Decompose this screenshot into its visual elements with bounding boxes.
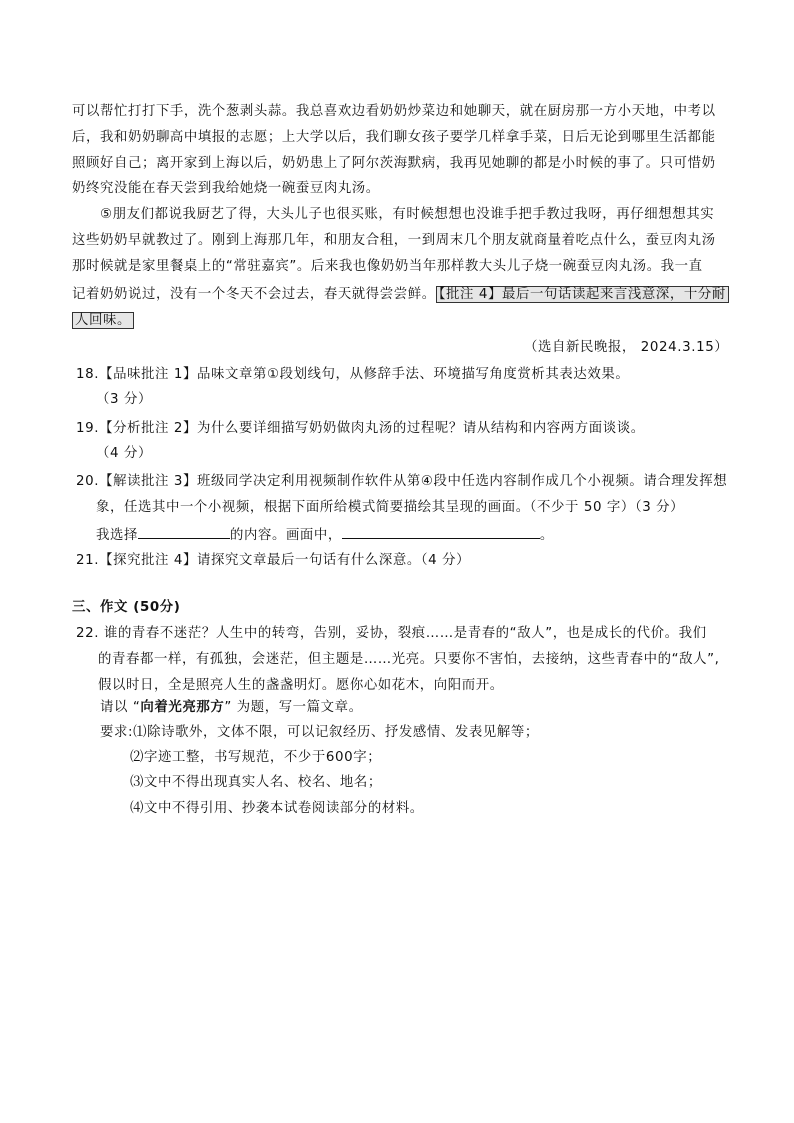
section-title: 三、作文 (50分) (72, 600, 181, 615)
question-22-cont: 的青春都一样，有孤独，会迷茫，但主题是……光亮。只要你不害怕，去接纳，这些青春中的“敌人”, (98, 652, 720, 667)
passage-line: 后，我和奶奶聊高中填报的志愿；上大学以后，我们聊女孩子要学几样拿手菜，日后无论到哪里生活都能 (72, 130, 716, 145)
essay-title: 向着光亮那方 (140, 700, 225, 715)
question-18: 18.【品味批注 1】品味文章第①段划线句，从修辞手法、环境描写角度赏析其表达效果。 (76, 367, 630, 382)
passage-line: 照顾好自己；离开家到上海以后，奶奶患上了阿尔茨海默病，我再见她聊的都是小时候的事了。只可惜奶 (72, 156, 716, 171)
passage-line: 那时候就是家里餐桌上的“常驻嘉宾”。后来我也像奶奶当年那样教大头儿子烧一碗蚕豆肉丸汤。我一直 (72, 259, 703, 274)
requirement-1: 要求:⑴除诗歌外，文体不限，可以记叙经历、抒发感情、发表见解等； (100, 725, 539, 740)
question-19: 19.【分析批注 2】为什么要详细描写奶奶做肉丸汤的过程呢？请从结构和内容两方面谈谈。 (76, 421, 645, 436)
passage-line (72, 286, 729, 304)
passage-line: 奶终究没能在春天尝到我给她烧一碗蚕豆肉丸汤。 (72, 181, 380, 196)
template-text: 我选择 (96, 528, 138, 543)
requirement-3: ⑶文中不得出现真实人名、校名、地名； (130, 775, 382, 790)
passage-text: 记着奶奶说过，没有一个冬天不会过去，春天就得尝尝鲜。 (72, 287, 436, 302)
question-20-cont: 象，任选其中一个小视频，根据下面所给模式简要描绘其呈现的画面。（不少于 50 字）（3 分） (96, 500, 685, 515)
passage-line: 可以帮忙打打下手，洗个葱剥头蒜。我总喜欢边看奶奶炒菜边和她聊天，就在厨房那一方小天地，中考以 (72, 104, 716, 119)
question-19-score: （4 分） (96, 446, 152, 461)
passage-line: ⑤朋友们都说我厨艺了得，大头儿子也很买账，有时候想想也没谁手把手教过我呀，再仔细想想其实 (100, 207, 715, 222)
question-22-cont: 假以时日，全是照亮人生的盏盏明灯。愿你心如花木，向阳而开。 (98, 678, 504, 693)
answer-blank[interactable] (138, 525, 230, 539)
question-22: 22. 谁的青春不迷茫？人生中的转弯，告别，妥协，裂痕……是青春的“敌人”，也是成长的代价。我们 (76, 626, 707, 641)
passage-line (72, 312, 134, 330)
question-21: 21.【探究批注 4】请探究文章最后一句话有什么深意。（4 分） (76, 553, 471, 568)
passage-line: 这些奶奶早就教过了。刚到上海那几年，和朋友合租，一到周末几个朋友就商量着吃点什么，蚕豆肉丸汤 (72, 233, 716, 248)
answer-blank[interactable] (342, 525, 540, 539)
requirement-4: ⑷文中不得引用、抄袭本试卷阅读部分的材料。 (130, 801, 424, 816)
requirement-2: ⑵字迹工整，书写规范，不少于600字； (130, 750, 382, 765)
question-20-template (96, 525, 554, 545)
annotation-4-cont: 人回味。 (72, 312, 134, 329)
prompt-text: ” 为题，写一篇文章。 (224, 700, 363, 715)
essay-prompt (100, 699, 363, 717)
question-20: 20.【解读批注 3】班级同学决定利用视频制作软件从第④段中任选内容制作成几个小视频。请合理发挥想 (76, 474, 728, 489)
template-text: 的内容。画面中， (229, 528, 342, 543)
prompt-text: 请以 “ (100, 700, 141, 715)
annotation-4: 【批注 4】最后一句话读起来言浅意深，十分耐 (436, 286, 729, 303)
source-citation: （选自新民晚报， 2024.3.15） (524, 340, 729, 355)
question-18-score: （3 分） (96, 392, 152, 407)
template-text: 。 (539, 528, 554, 543)
